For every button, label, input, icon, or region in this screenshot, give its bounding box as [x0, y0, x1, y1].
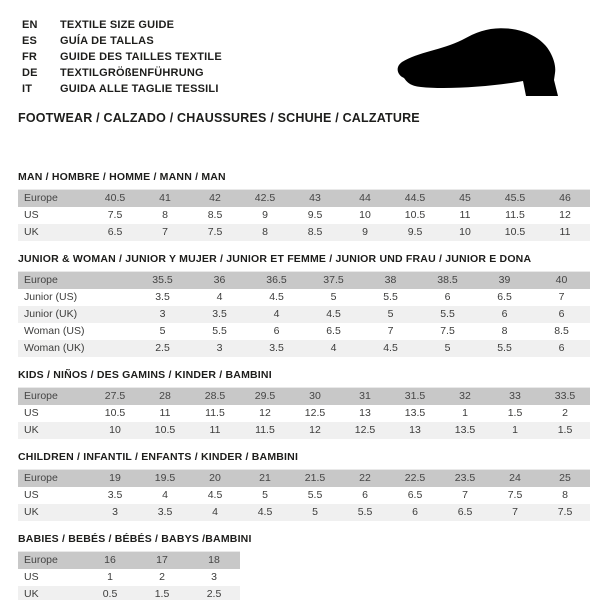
row-label: Junior (UK) — [24, 308, 78, 320]
size-value: 37.5 — [323, 274, 344, 286]
section-title-junior-woman: JUNIOR & WOMAN / JUNIOR Y MUJER / JUNIOR ET FEMME / JUNIOR UND FRAU / JUNIOR E DONA — [18, 253, 532, 265]
row-label: Europe — [24, 274, 58, 286]
size-value: 31 — [359, 390, 371, 402]
row-label: Europe — [24, 192, 58, 204]
size-value: 10.5 — [154, 424, 176, 436]
size-value: 6 — [412, 506, 418, 518]
size-value: 3 — [211, 571, 217, 583]
size-value: 9.5 — [407, 226, 423, 238]
size-value: 35.5 — [152, 274, 173, 286]
size-section-man — [18, 171, 590, 241]
size-value: 6 — [444, 291, 451, 303]
size-value: 3 — [112, 506, 118, 518]
size-value: 6 — [558, 308, 565, 320]
language-label: GUÍA DE TALLAS — [60, 35, 154, 47]
size-value: 3.5 — [269, 342, 284, 354]
section-title-kids: KIDS / NIÑOS / DES GAMINS / KINDER / BAMBINI — [18, 369, 272, 381]
size-value: 5.5 — [383, 291, 398, 303]
size-value: 16 — [104, 554, 116, 566]
size-value: 46 — [559, 192, 571, 204]
category-heading: FOOTWEAR / CALZADO / CHAUSSURES / SCHUHE / CALZATURE — [18, 111, 420, 125]
size-value: 24 — [509, 472, 521, 484]
size-value: 2 — [159, 571, 165, 583]
size-table-children — [18, 469, 590, 521]
size-value: 43 — [309, 192, 321, 204]
size-value: 5.5 — [497, 342, 512, 354]
size-value: 3.5 — [155, 291, 170, 303]
language-code: DE — [22, 67, 38, 79]
table-row-junior-woman-europe — [18, 272, 590, 289]
size-value: 6.5 — [407, 489, 423, 501]
size-value: 8 — [162, 209, 168, 221]
size-value: 38 — [384, 274, 397, 286]
row-label: US — [24, 489, 39, 501]
size-value: 23.5 — [454, 472, 476, 484]
size-value: 12.5 — [304, 407, 326, 419]
size-value: 41 — [159, 192, 171, 204]
size-value: 1 — [512, 424, 518, 436]
size-value: 31.5 — [404, 390, 426, 402]
size-value: 6 — [501, 308, 508, 320]
size-value: 1.5 — [557, 424, 573, 436]
language-code: EN — [22, 19, 38, 31]
table-row-junior-woman-junior-us — [18, 289, 590, 306]
size-value: 5.5 — [307, 489, 323, 501]
size-value: 8.5 — [307, 226, 323, 238]
size-value: 6 — [362, 489, 368, 501]
size-value: 12 — [309, 424, 321, 436]
row-label: UK — [24, 226, 39, 238]
size-value: 4.5 — [269, 291, 284, 303]
size-value: 7 — [512, 506, 518, 518]
size-value: 10 — [109, 424, 121, 436]
size-value: 11 — [159, 407, 171, 419]
row-label: Europe — [24, 554, 58, 566]
size-value: 4.5 — [383, 342, 398, 354]
row-label: UK — [24, 588, 39, 600]
size-value: 8 — [262, 226, 268, 238]
size-value: 42.5 — [254, 192, 276, 204]
size-value: 5 — [330, 291, 337, 303]
size-value: 4.5 — [257, 506, 273, 518]
size-value: 33 — [509, 390, 521, 402]
size-value: 4.5 — [326, 308, 341, 320]
size-value: 32 — [459, 390, 471, 402]
size-value: 7 — [162, 226, 168, 238]
table-row-babies-us — [18, 569, 240, 586]
size-table-babies — [18, 551, 240, 600]
row-label: UK — [24, 506, 39, 518]
size-value: 9.5 — [307, 209, 323, 221]
size-value: 22 — [359, 472, 371, 484]
size-value: 19 — [109, 472, 121, 484]
language-label: TEXTILE SIZE GUIDE — [60, 19, 175, 31]
size-value: 44 — [359, 192, 371, 204]
table-row-children-us — [18, 487, 590, 504]
size-value: 6.5 — [497, 291, 512, 303]
size-value: 4 — [216, 291, 223, 303]
section-title-children: CHILDREN / INFANTIL / ENFANTS / KINDER / BAMBINI — [18, 451, 299, 463]
table-row-children-europe — [18, 470, 590, 487]
row-label: Europe — [24, 390, 58, 402]
size-value: 4 — [212, 506, 218, 518]
table-row-kids-us — [18, 405, 590, 422]
size-value: 36.5 — [266, 274, 287, 286]
size-value: 42 — [209, 192, 221, 204]
size-value: 7.5 — [440, 325, 455, 337]
size-value: 39 — [498, 274, 511, 286]
language-code: FR — [22, 51, 38, 63]
size-value: 7.5 — [107, 209, 123, 221]
size-value: 11.5 — [255, 424, 275, 436]
size-value: 8.5 — [207, 209, 223, 221]
size-value: 1.5 — [507, 407, 523, 419]
size-value: 6 — [558, 342, 565, 354]
size-value: 45 — [459, 192, 471, 204]
size-value: 13.5 — [404, 407, 426, 419]
language-code: IT — [22, 83, 33, 95]
size-value: 33.5 — [554, 390, 576, 402]
section-title-babies: BABIES / BEBÉS / BÉBÉS / BABYS /BAMBINI — [18, 533, 252, 545]
size-value: 28 — [159, 390, 171, 402]
section-title-man: MAN / HOMBRE / HOMME / MANN / MAN — [18, 171, 226, 183]
size-value: 21 — [259, 472, 271, 484]
size-section-kids — [18, 369, 590, 439]
size-tables — [18, 171, 590, 600]
size-value: 17 — [156, 554, 168, 566]
size-value: 5 — [312, 506, 318, 518]
size-value: 11 — [559, 226, 571, 238]
size-value: 12.5 — [354, 424, 376, 436]
size-value: 22.5 — [404, 472, 426, 484]
size-value: 10 — [359, 209, 371, 221]
size-value: 7 — [558, 291, 565, 303]
size-value: 11.5 — [205, 407, 225, 419]
table-row-kids-uk — [18, 422, 590, 439]
size-value: 8 — [562, 489, 568, 501]
size-value: 2 — [562, 407, 568, 419]
size-value: 19.5 — [154, 472, 176, 484]
size-value: 11.5 — [505, 209, 525, 221]
size-value: 3 — [159, 308, 166, 320]
table-row-children-uk — [18, 504, 590, 521]
size-value: 20 — [209, 472, 221, 484]
size-value: 3.5 — [212, 308, 227, 320]
size-value: 5.5 — [212, 325, 227, 337]
size-value: 10 — [459, 226, 471, 238]
size-value: 18 — [208, 554, 220, 566]
size-value: 11 — [209, 424, 221, 436]
size-value: 12 — [559, 209, 571, 221]
size-value: 2.5 — [206, 588, 222, 600]
size-table-junior-woman — [18, 271, 590, 357]
size-value: 7 — [387, 325, 394, 337]
size-value: 4 — [162, 489, 168, 501]
size-value: 8.5 — [554, 325, 569, 337]
size-value: 7 — [462, 489, 468, 501]
table-row-junior-woman-junior-uk — [18, 306, 590, 323]
row-label: Junior (US) — [24, 291, 78, 303]
table-row-man-europe — [18, 190, 590, 207]
size-value: 3.5 — [157, 506, 173, 518]
size-value: 5 — [262, 489, 268, 501]
size-value: 1 — [462, 407, 468, 419]
size-value: 4 — [330, 342, 337, 354]
size-value: 21.5 — [304, 472, 326, 484]
row-label: Woman (US) — [24, 325, 85, 337]
size-value: 5 — [444, 342, 451, 354]
language-label: TEXTILGRÖßENFÜHRUNG — [60, 67, 204, 79]
size-value: 13 — [359, 407, 371, 419]
size-value: 9 — [262, 209, 268, 221]
size-value: 5.5 — [357, 506, 373, 518]
size-value: 13.5 — [454, 424, 476, 436]
size-table-kids — [18, 387, 590, 439]
table-row-babies-europe — [18, 552, 240, 569]
row-label: UK — [24, 424, 39, 436]
row-label: US — [24, 209, 39, 221]
table-row-kids-europe — [18, 388, 590, 405]
size-value: 1.5 — [154, 588, 170, 600]
size-value: 4.5 — [207, 489, 223, 501]
size-value: 12 — [259, 407, 271, 419]
size-value: 10.5 — [504, 226, 526, 238]
size-value: 30 — [309, 390, 321, 402]
size-value: 6.5 — [107, 226, 123, 238]
row-label: US — [24, 407, 39, 419]
size-value: 5 — [387, 308, 394, 320]
size-value: 0.5 — [102, 588, 118, 600]
size-value: 10.5 — [104, 407, 126, 419]
size-value: 6.5 — [326, 325, 341, 337]
table-row-junior-woman-woman-us — [18, 323, 590, 340]
size-value: 7.5 — [557, 506, 573, 518]
size-value: 6 — [273, 325, 280, 337]
size-value: 7.5 — [207, 226, 223, 238]
size-section-babies — [18, 533, 590, 600]
size-value: 27.5 — [104, 390, 126, 402]
size-value: 1 — [107, 571, 113, 583]
size-value: 29.5 — [254, 390, 276, 402]
size-value: 45.5 — [504, 192, 526, 204]
size-value: 28.5 — [204, 390, 226, 402]
dress-shoe-icon — [394, 26, 574, 100]
size-value: 40 — [555, 274, 568, 286]
row-label: Europe — [24, 472, 58, 484]
size-value: 3.5 — [107, 489, 123, 501]
size-value: 13 — [409, 424, 421, 436]
size-value: 3 — [216, 342, 223, 354]
size-value: 36 — [213, 274, 226, 286]
table-row-babies-uk — [18, 586, 240, 600]
row-label: US — [24, 571, 39, 583]
table-row-junior-woman-woman-uk — [18, 340, 590, 357]
size-value: 4 — [273, 308, 280, 320]
size-value: 8 — [501, 325, 508, 337]
size-value: 10.5 — [404, 209, 426, 221]
table-row-man-us — [18, 207, 590, 224]
row-label: Woman (UK) — [24, 342, 85, 354]
table-row-man-uk — [18, 224, 590, 241]
size-section-junior-woman — [18, 253, 590, 357]
size-value: 9 — [362, 226, 368, 238]
size-value: 7.5 — [507, 489, 523, 501]
size-value: 25 — [559, 472, 571, 484]
size-value: 40.5 — [104, 192, 126, 204]
size-value: 44.5 — [404, 192, 426, 204]
language-label: GUIDE DES TAILLES TEXTILE — [60, 51, 222, 63]
language-label: GUIDA ALLE TAGLIE TESSILI — [60, 83, 219, 95]
size-section-children — [18, 451, 590, 521]
size-value: 5.5 — [440, 308, 455, 320]
size-value: 5 — [159, 325, 166, 337]
size-value: 6.5 — [457, 506, 473, 518]
size-value: 2.5 — [155, 342, 170, 354]
size-value: 11 — [459, 209, 471, 221]
size-table-man — [18, 189, 590, 241]
size-value: 38.5 — [437, 274, 458, 286]
language-code: ES — [22, 35, 38, 47]
